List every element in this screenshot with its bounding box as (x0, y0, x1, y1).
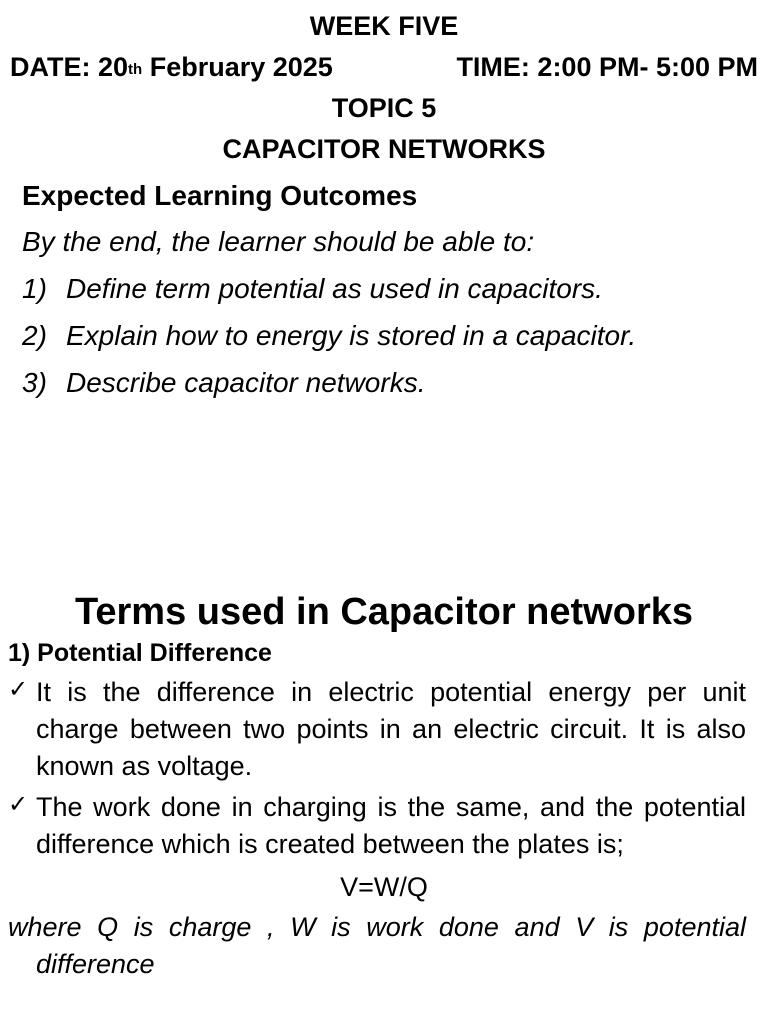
slide-terms (0, 512, 768, 1024)
item-number: 3) (22, 367, 47, 398)
term-heading: 1) Potential Difference (8, 639, 272, 667)
learning-outcomes (0, 174, 768, 406)
time-label: TIME: 2:00 PM- 5:00 PM (456, 52, 758, 82)
topic-number: TOPIC 5 (331, 93, 437, 123)
bullet-item (0, 789, 768, 863)
formula-note: where Q is charge , W is work done and V is potential difference (8, 912, 746, 979)
week-heading: WEEK FIVE (309, 11, 459, 41)
bullet-text: It is the difference in electric potential energy per unit charge between two points in an electric circuit. It is also known as voltage. (36, 677, 746, 781)
formula: V=W/Q (340, 872, 428, 902)
item-text: Explain how to energy is stored in a capacitor. (66, 320, 637, 351)
item-number: 1) (22, 273, 47, 304)
item-text: Describe capacitor networks. (66, 367, 426, 398)
item-text: Define term potential as used in capacitors. (66, 273, 603, 304)
topic-title: CAPACITOR NETWORKS (222, 134, 546, 164)
outcomes-title: Expected Learning Outcomes (22, 180, 418, 211)
list-item (22, 265, 768, 312)
check-icon: ✓ (8, 676, 29, 703)
outcomes-list (22, 265, 768, 406)
bullet-item (0, 674, 768, 785)
check-icon: ✓ (8, 791, 29, 818)
item-number: 2) (22, 320, 47, 351)
list-item (22, 312, 768, 359)
date-time-line (0, 47, 768, 88)
date-label: DATE: 20th February 2025 (10, 52, 333, 82)
bullet-text: The work done in charging is the same, and the potential difference which is created between the plates is; (36, 792, 746, 859)
list-item (22, 359, 768, 406)
slide-title: Terms used in Capacitor networks (74, 591, 694, 633)
outcomes-intro: By the end, the learner should be able to: (22, 226, 535, 257)
